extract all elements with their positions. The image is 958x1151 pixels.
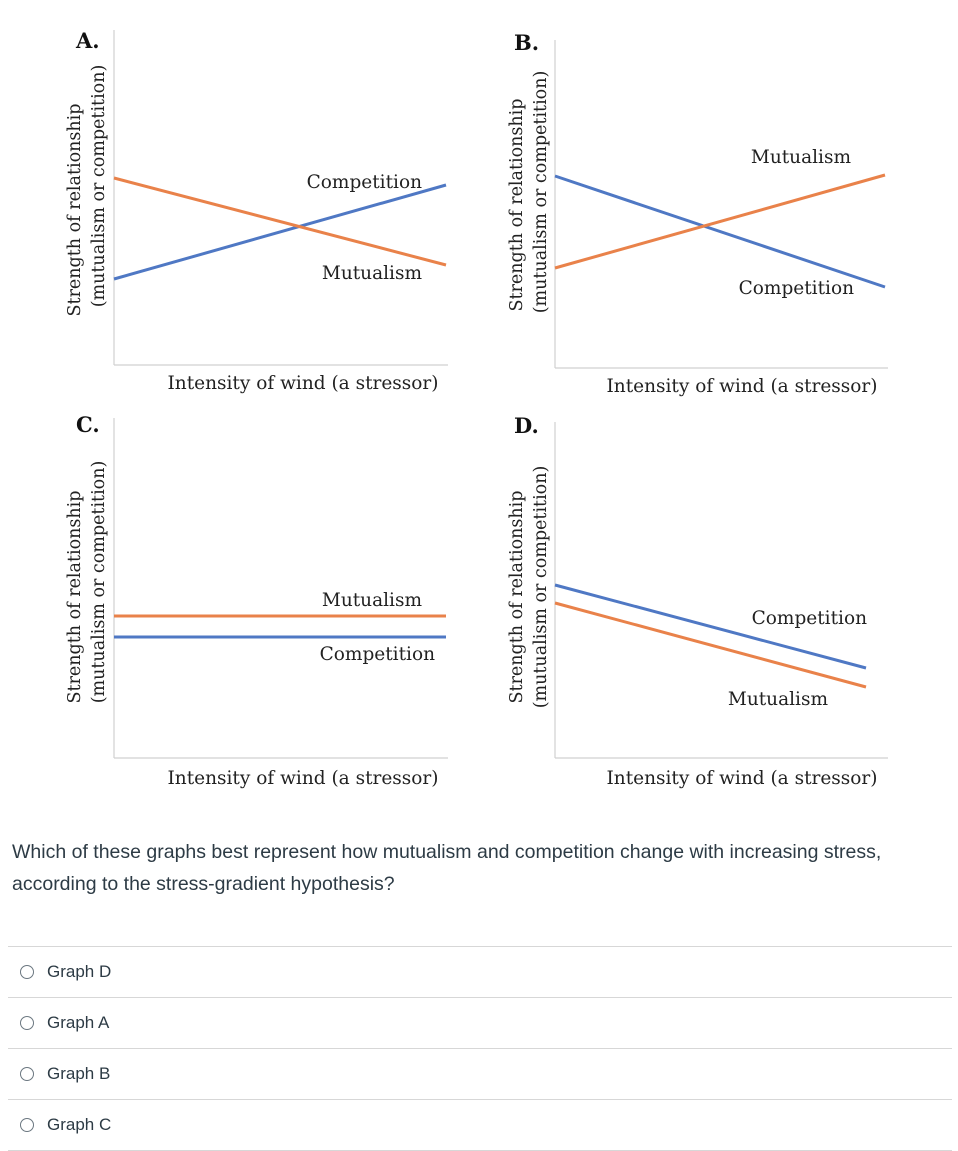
graph-b <box>507 30 888 397</box>
graph-b-letter: B. <box>514 30 540 55</box>
graph-c-ylabel-line2: (mutualism or competition) <box>89 460 109 704</box>
graph-b-ylabel-line2: (mutualism or competition) <box>531 70 551 314</box>
graph-a <box>65 28 448 394</box>
graph-a-competition-label: Competition <box>306 172 422 193</box>
question-text: Which of these graphs best represent how mutualism and competition change with increasing stress, according to the stress-gradient hypothesis? <box>12 841 882 895</box>
graph-c-xlabel: Intensity of wind (a stressor) <box>167 768 439 789</box>
graph-d-ylabel-line1: Strength of relationship <box>507 490 527 704</box>
graph-c-letter: C. <box>76 412 100 437</box>
graph-d-xlabel: Intensity of wind (a stressor) <box>606 768 878 789</box>
choice-label: Graph A <box>47 1013 110 1032</box>
choice-graph-b[interactable] <box>8 1049 952 1100</box>
answer-choices <box>8 946 952 1151</box>
graph-c-ylabel-line1: Strength of relationship <box>65 490 85 704</box>
graph-c-competition-label: Competition <box>319 644 435 665</box>
radio-button[interactable] <box>20 1016 34 1030</box>
graph-b-ylabel-line1: Strength of relationship <box>507 98 527 312</box>
choice-graph-c[interactable] <box>8 1100 952 1151</box>
graph-d-ylabel-line2: (mutualism or competition) <box>531 465 551 709</box>
radio-button[interactable] <box>20 1118 34 1132</box>
radio-button[interactable] <box>20 1067 34 1081</box>
graph-b-competition-label: Competition <box>738 278 854 299</box>
graph-b-mutualism-line <box>555 175 885 268</box>
graph-b-xlabel: Intensity of wind (a stressor) <box>606 376 878 397</box>
choice-label: Graph B <box>47 1064 111 1083</box>
graph-a-letter: A. <box>76 28 100 53</box>
graph-d-letter: D. <box>514 413 539 438</box>
graph-d-competition-label: Competition <box>751 608 867 629</box>
choice-label: Graph C <box>47 1115 112 1134</box>
graph-a-ylabel-line1: Strength of relationship <box>65 103 85 317</box>
graph-a-xlabel: Intensity of wind (a stressor) <box>167 373 439 394</box>
graph-d-mutualism-label: Mutualism <box>727 689 828 710</box>
choice-graph-d[interactable] <box>8 947 952 998</box>
graph-b-competition-line <box>555 176 885 287</box>
graph-a-mutualism-label: Mutualism <box>321 263 422 284</box>
graph-c-mutualism-label: Mutualism <box>321 590 422 611</box>
choice-label: Graph D <box>47 962 112 981</box>
graph-d <box>507 413 888 789</box>
graph-b-mutualism-label: Mutualism <box>750 147 851 168</box>
radio-button[interactable] <box>20 965 34 979</box>
graph-c <box>65 412 448 789</box>
choice-graph-a[interactable] <box>8 998 952 1049</box>
graph-a-ylabel-line2: (mutualism or competition) <box>89 64 109 308</box>
